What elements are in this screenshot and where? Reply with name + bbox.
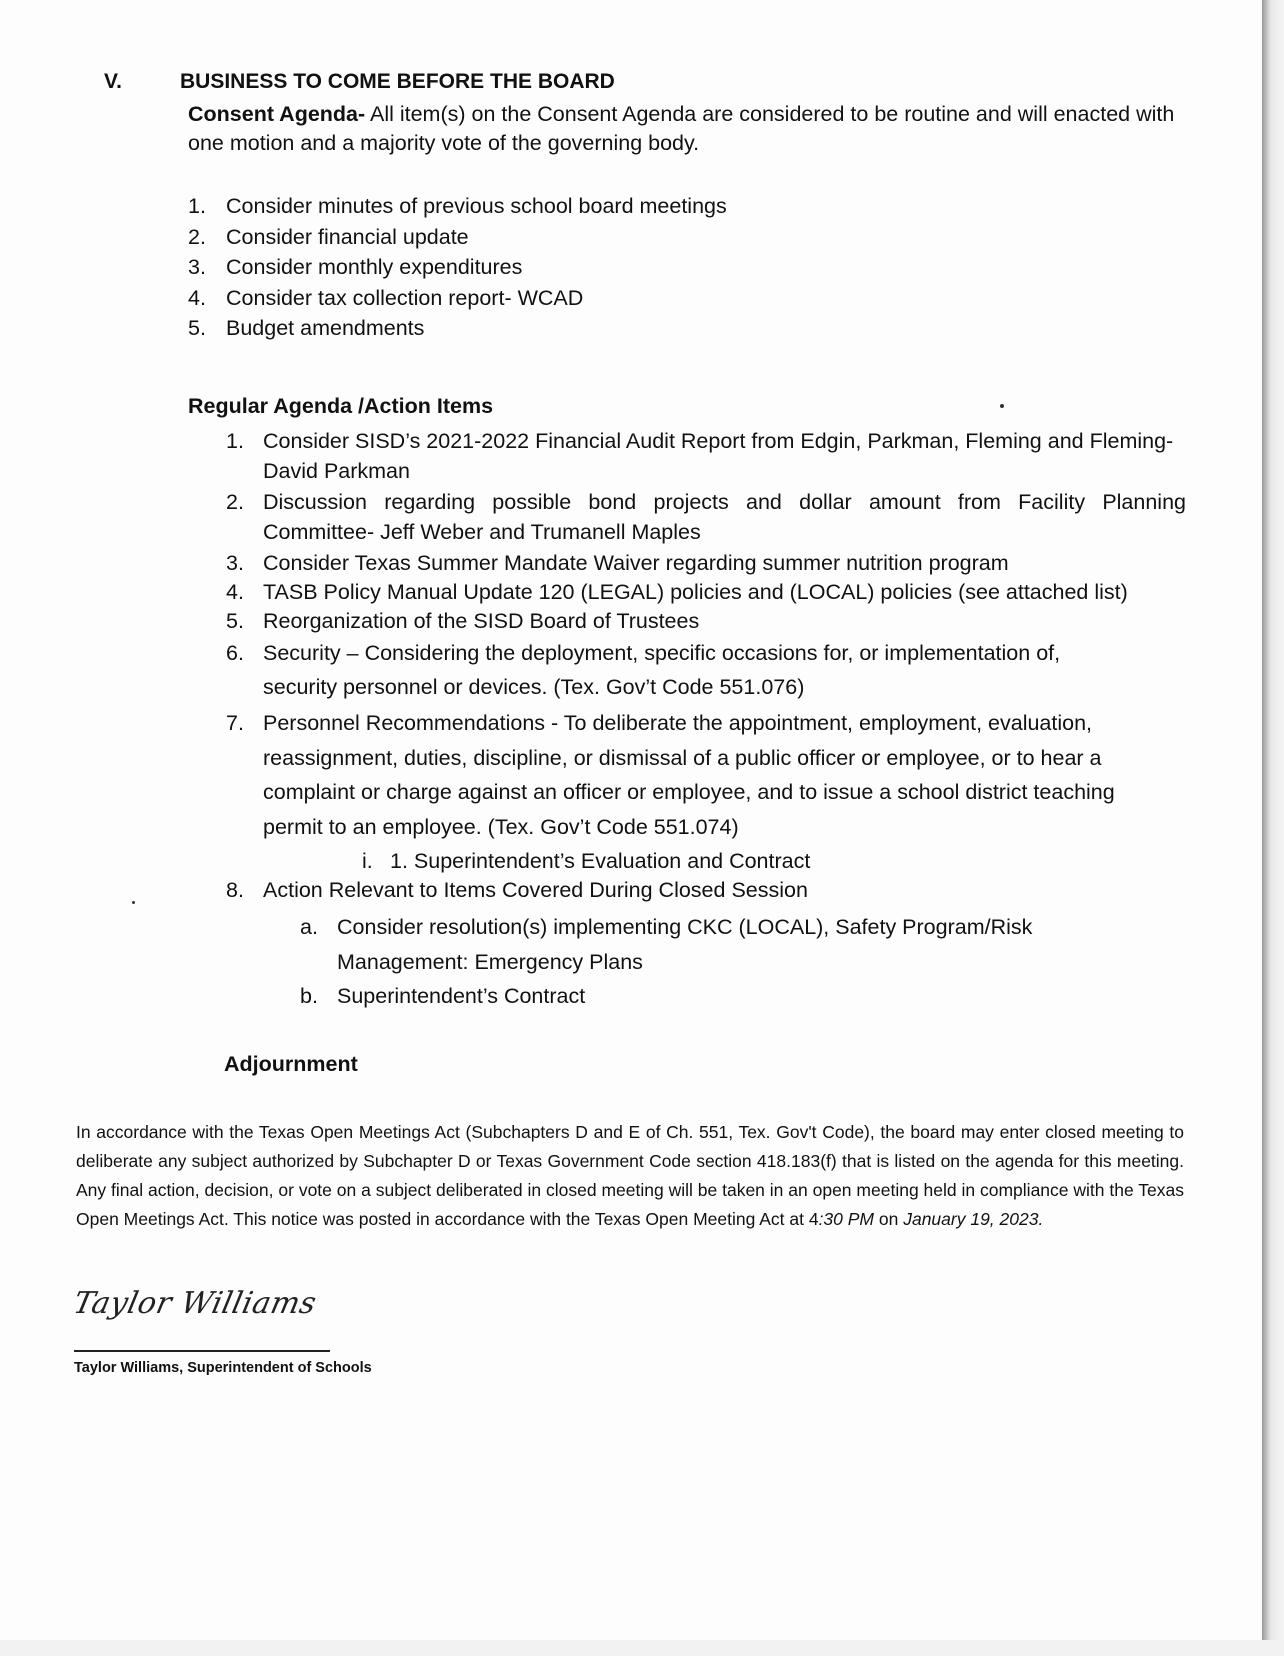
item-number: 1.: [226, 429, 244, 453]
item-number: 4.: [226, 580, 244, 604]
item-number: 5.: [188, 316, 206, 340]
item-text: Consider SISD’s 2021-2022 Financial Audit Report from Edgin, Parkman, Fleming and Fleming- David Parkman: [263, 429, 1174, 483]
item-text: Consider financial update: [226, 224, 469, 249]
item-text: Discussion regarding possible bond projects and dollar amount from Facility Planning Committee- Jeff Weber and Trumanell Maples: [263, 490, 1186, 544]
handwritten-signature: Taylor Williams: [70, 1286, 320, 1321]
section-number: V.: [104, 70, 122, 93]
consent-text: All item(s) on the Consent Agenda are considered to be routine and will enacted with one motion and a majority vote of the governing body.: [188, 102, 1175, 155]
notice-text: In accordance with the Texas Open Meetings Act (Subchapters D and E of Ch. 551, Tex. Gov't Code), the board may enter closed meeting to deliberate any subject authorized by Subchapter D or Texas Government Code section 418.183(f) that is listed on the agenda for this meeting. Any final action, decision, or vote on a subject deliberated in closed meeting will be taken in an open meeting held in compliance with the Texas Open Meetings Act. This notice was posted in accordance with the Texas Open Meeting Act at 4: [76, 1122, 1184, 1229]
item-number: i.: [362, 849, 373, 873]
signature-caption: Taylor Williams, Superintendent of Schools: [74, 1360, 372, 1376]
item-text: Consider monthly expenditures: [226, 255, 523, 279]
item-number: 2.: [226, 490, 244, 514]
list-item: [226, 487, 1186, 547]
page-bottom-band: [0, 1640, 1284, 1656]
item-text: Consider tax collection report- WCAD: [226, 285, 584, 310]
list-item: [226, 426, 1186, 486]
item-number: b.: [300, 984, 318, 1008]
item-text: Consider Texas Summer Mandate Waiver regarding summer nutrition program: [263, 551, 1009, 575]
item-number: 8.: [226, 878, 244, 902]
notice-time: :30 PM: [818, 1209, 875, 1229]
item-text: 1. Superintendent’s Evaluation and Contract: [390, 849, 811, 873]
item-number: 1.: [188, 194, 206, 218]
adjournment-heading: Adjournment: [224, 1052, 358, 1076]
page-edge-shadow: [1262, 0, 1284, 1656]
notice-date: January 19, 2023.: [903, 1209, 1044, 1229]
consent-intro: [188, 100, 1178, 158]
signature-line: [74, 1350, 330, 1352]
item-text: Action Relevant to Items Covered During Closed Session: [263, 878, 808, 902]
item-text: TASB Policy Manual Update 120 (LEGAL) policies and (LOCAL) policies (see attached list): [263, 580, 1128, 604]
scan-speck: [132, 901, 135, 904]
item-number: 7.: [226, 711, 244, 735]
item-text: Superintendent’s Contract: [337, 984, 586, 1008]
item-number: 6.: [226, 641, 244, 665]
item-text: Consider minutes of previous school board meetings: [226, 194, 727, 218]
item-number: 3.: [226, 551, 244, 575]
item-text: Budget amendments: [226, 316, 425, 340]
notice-on: on: [874, 1209, 904, 1229]
consent-heading: Consent Agenda-: [188, 102, 366, 126]
item-text: Consider resolution(s) implementing CKC (LOCAL), Safety Program/Risk Management: Emergency Plans: [337, 915, 1033, 974]
item-number: 4.: [188, 285, 206, 310]
regular-agenda-heading: Regular Agenda /Action Items: [188, 394, 494, 418]
section-title: BUSINESS TO COME BEFORE THE BOARD: [180, 70, 615, 93]
scan-speck: [1000, 404, 1004, 408]
item-text: Reorganization of the SISD Board of Trustees: [263, 609, 700, 633]
item-number: 3.: [188, 255, 206, 279]
item-text: Security – Considering the deployment, specific occasions for, or implementation of, security personnel or devices. (Tex. Gov’t Code 551.076): [263, 641, 1061, 699]
item-number: 2.: [188, 224, 206, 249]
item-number: 5.: [226, 609, 244, 633]
open-meetings-notice: [76, 1118, 1184, 1234]
item-text: Personnel Recommendations - To deliberate the appointment, employment, evaluation, reassignment, duties, discipline, or dismissal of a public officer or employee, or to hear a complaint or charge against an officer or employee, and to issue a school district teaching permit to an employee. (Tex. Gov’t Code 551.074): [263, 711, 1115, 839]
item-number: a.: [300, 915, 318, 939]
